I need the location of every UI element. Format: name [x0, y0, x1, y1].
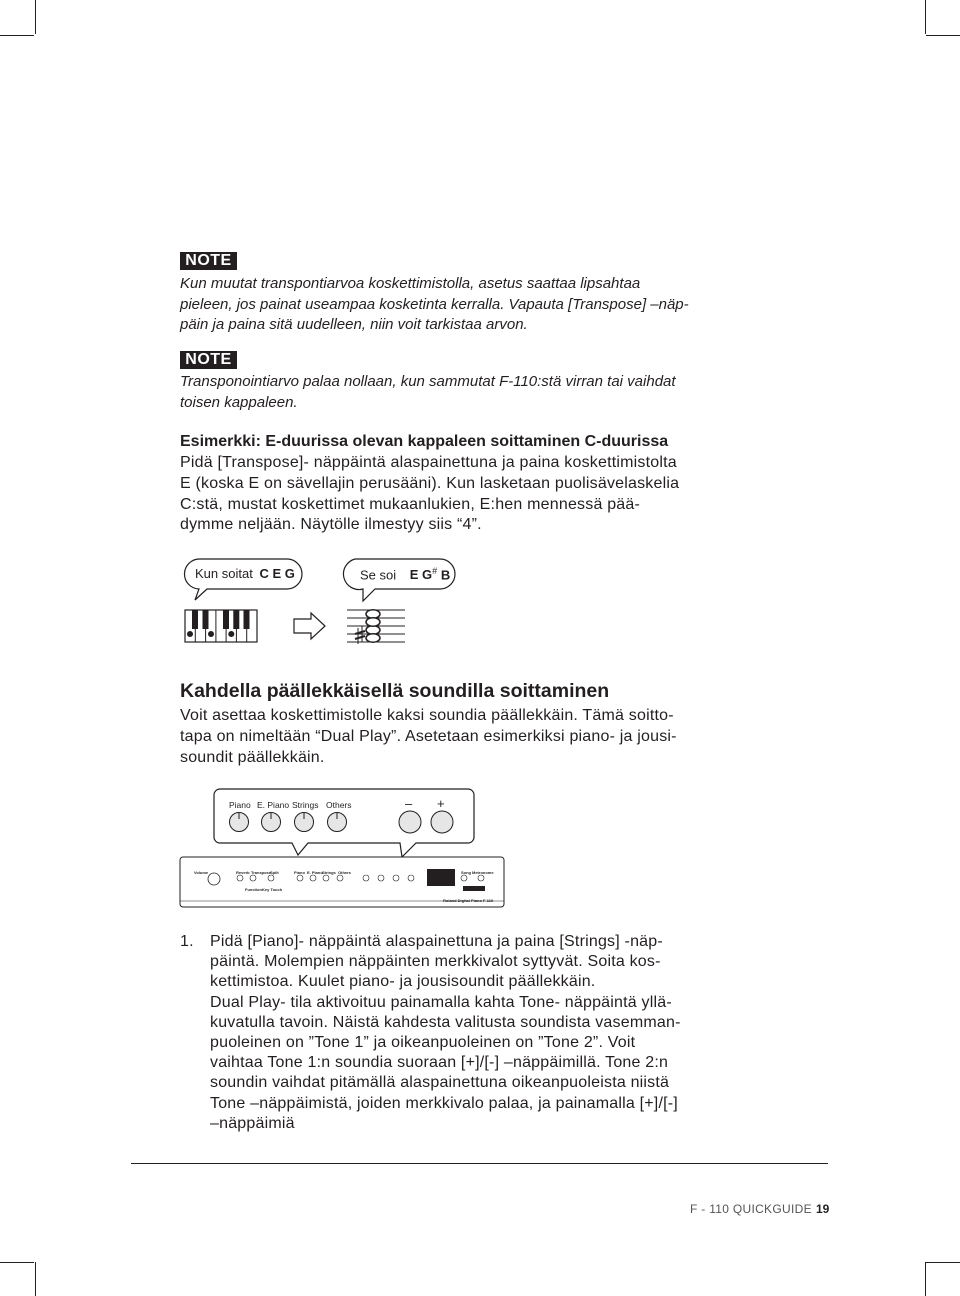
step-line: vaihtaa Tone 1:n soundia suoraan [+]/[-] –näppäimillä. Tone 2:n [210, 1054, 669, 1072]
panel-transpose-label: Transpose [251, 870, 272, 875]
button-label-others: Others [326, 800, 352, 810]
step-number: 1. [180, 933, 194, 950]
crop-mark [926, 35, 960, 36]
panel-strings-label: Strings [322, 870, 336, 875]
bubble-right-sharp: # [432, 566, 438, 576]
bubble-right-notes-a: E G [409, 567, 433, 583]
note-line: päin ja paina sitä uudelleen, niin voit tarkistaa arvon. [180, 316, 528, 333]
button-label-piano: Piano [229, 800, 251, 810]
crop-mark [0, 1262, 34, 1263]
bubble-left-notes: C E G [259, 566, 295, 581]
example-line: Pidä [Transpose]- näppäintä alaspainettuna ja paina koskettimistolta [180, 454, 677, 471]
panel-brand-label: Roland Digital Piano [443, 898, 482, 903]
section-heading: Kahdella päällekkäisellä soundilla soittaminen [180, 680, 610, 702]
panel-model-label: F-110 [483, 898, 494, 903]
bubble-right-text [360, 566, 450, 582]
example-line: C:stä, mustat koskettimet mukaanlukien, E:hen mennessä pää- [180, 495, 641, 513]
volume-knob [208, 873, 220, 885]
section-body [180, 706, 740, 768]
button-label-plus: + [437, 796, 445, 811]
bubble-left-label: Kun soitat [195, 566, 253, 581]
panel-badge [463, 886, 485, 891]
panel-metronome-label: Metronome [472, 870, 494, 875]
sharp-icon [355, 626, 365, 644]
note-line: pieleen, jos painat useampaa kosketinta kerralla. Vapauta [Transpose] –näp- [180, 295, 689, 313]
page-number: 19 [816, 1202, 830, 1216]
step-line: soundin vaihdat pitämällä alaspainettuna oikeanpuoleista niistä [210, 1074, 670, 1092]
button-label-epiano: E. Piano [257, 800, 290, 810]
panel-reverb-label: Reverb [236, 870, 250, 875]
note-badge: NOTE [180, 351, 237, 369]
arrow-right-icon [294, 613, 325, 639]
bubble-left-text [195, 566, 295, 581]
crop-mark [0, 35, 34, 36]
panel-song-label: Song [461, 870, 471, 875]
panel-piano-label: Piano [294, 870, 305, 875]
panel-epiano-label: E. Piano [307, 870, 323, 875]
bubble-right-notes-b: B [440, 567, 451, 583]
panel-others-label: Others [338, 870, 351, 875]
button-label-strings: Strings [292, 800, 319, 810]
crop-mark [925, 1262, 926, 1296]
note-line: Transponointiarvo palaa nollaan, kun sammutat F-110:stä virran tai vaihdat [180, 373, 676, 390]
crop-mark [35, 1262, 36, 1296]
step-line: Dual Play- tila aktivoituu painamalla kahta Tone- näppäintä yllä- [210, 993, 672, 1011]
example-body [180, 453, 740, 536]
step-line: Tone –näppäimistä, joiden merkkivalo palaa, ja painamalla [+]/[-] [210, 1094, 678, 1112]
panel-display [427, 869, 455, 886]
footer-title: F - 110 QUICKGUIDE [690, 1202, 812, 1216]
keyboard-icon [185, 610, 257, 642]
note-text [180, 372, 740, 413]
example-line: E (koska E on sävellajin perusääni). Kun lasketaan puolisävelaskelia [180, 474, 680, 492]
note-line: Kun muutat transpontiarvoa koskettimistolla, asetus saattaa lipsahtaa [180, 275, 641, 292]
button-label-minus: – [405, 796, 413, 811]
panel-split-label: Split [270, 870, 279, 875]
panel-function-label: Function [245, 887, 262, 892]
step-line: –näppäimiä [210, 1114, 295, 1132]
step-line: kettimistoa. Kuulet piano- ja jousisoundit päällekkäin. [210, 973, 596, 991]
panel-volume-label: Volume [194, 870, 209, 875]
bubble-right-label: Se soi [360, 567, 397, 583]
crop-mark [35, 0, 36, 34]
panel-keytouch-label: Key Touch [262, 887, 283, 892]
example-line: dymme neljään. Näytölle ilmestyy siis “4”. [180, 516, 482, 534]
footer-rule [131, 1163, 828, 1164]
step-text [210, 932, 735, 1134]
step-line: kuvatulla tavoin. Näistä kahdesta valitusta soundista vasemman- [210, 1013, 681, 1031]
step-line: päintä. Molempien näppäinten merkkivalot syttyvät. Soita kos- [210, 953, 661, 971]
crop-mark [925, 0, 926, 34]
section-line: tapa on nimeltään “Dual Play”. Asetetaan esimerkiksi piano- ja jousi- [180, 727, 677, 745]
step-line: Pidä [Piano]- näppäintä alaspainettuna ja paina [Strings] -näp- [210, 933, 663, 950]
crop-mark [926, 1262, 960, 1263]
section-line: Voit asettaa koskettimistolle kaksi soundia päällekkäin. Tämä soitto- [180, 707, 674, 724]
note-text [180, 274, 740, 336]
example-heading: Esimerkki: E-duurissa olevan kappaleen soittaminen C-duurissa [180, 433, 669, 450]
step-line: puoleinen on ”Tone 1” ja oikeanpuoleinen on ”Tone 2”. Voit [210, 1034, 636, 1052]
note-badge: NOTE [180, 252, 237, 270]
section-line: soundit päällekkäin. [180, 748, 325, 766]
note-line: toisen kappaleen. [180, 393, 298, 411]
